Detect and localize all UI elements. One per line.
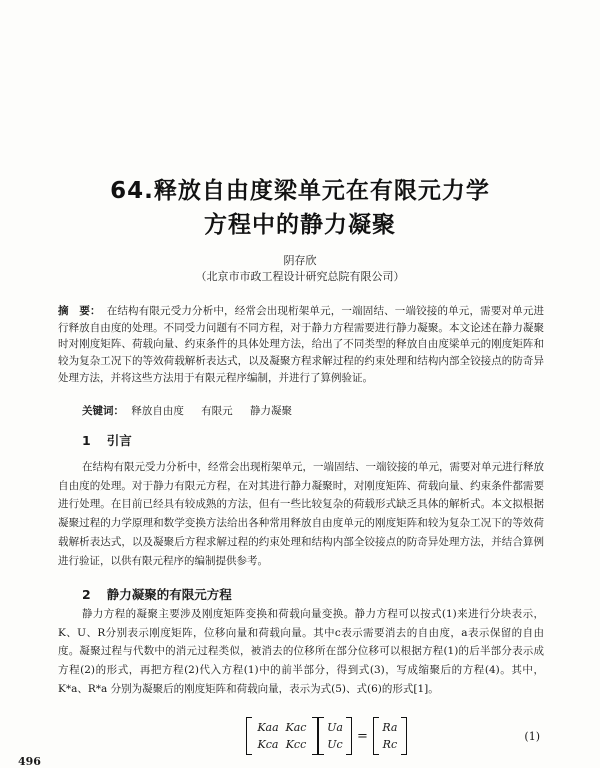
abstract-text: 在结构有限元受力分析中，经常会出现桁架单元，一端固结、一端铰接的单元，需要对单元进行释放自由度的处理。不同受力问题有不同方程，对于静力方程需要进行静力凝聚。本文论述在静力凝聚时对刚度矩阵、荷载向量、约束条件的具体处理方法，给出了不同类型的释放自由度梁单元的刚度矩阵和较为复杂工况下的等效荷载解析表达式，以及凝聚方程求解过程的约束处理和结构内部全铰接点的防奇异处理方法，并将这些方法用于有限元程序编制，并进行了算例验证。 xyxy=(58,305,545,384)
author: 阴存欣 xyxy=(283,254,317,267)
stiffness-matrix xyxy=(252,721,312,751)
keyword: 释放自由度 xyxy=(131,405,184,417)
section-2-paragraph: 静力方程的凝聚主要涉及刚度矩阵变换和荷载向量变换。静力方程可以按式(1)来进行分块表示，K、U、R分别表示刚度矩阵，位移向量和荷载向量。其中c表示需要消去的自由度，a表示保留的自由度。凝聚过程与代数中的消元过程类似，被消去的位移所在部分位移可以根据方程(1)的后半部分表示成方程(2)的形式，再把方程(2)代入方程(1)中的前半部分，得到式(3)，写成缩聚后的方程(4)。其中，K*a、R*a 分别为凝聚后的刚度矩阵和荷载向量，表示为式(5)、式(6)的形式[1]。 xyxy=(58,608,544,695)
title-line-1: 64.释放自由度梁单元在有限元力学 xyxy=(110,178,490,204)
vector-entry: Rc xyxy=(382,738,398,751)
abstract-label: 摘 要： xyxy=(58,305,101,317)
section-number: 2 xyxy=(82,587,91,602)
section-title: 静力凝聚的有限元方程 xyxy=(106,587,232,602)
abstract xyxy=(58,303,544,387)
displacement-vector xyxy=(324,721,346,751)
section-heading-1 xyxy=(82,431,132,449)
keyword: 静力凝聚 xyxy=(250,405,293,417)
matrix-entry: Kaa xyxy=(257,721,279,734)
section-heading-2 xyxy=(82,585,232,603)
keyword: 有限元 xyxy=(201,405,233,417)
keywords xyxy=(82,403,306,418)
affiliation: （北京市市政工程设计研究总院有限公司） xyxy=(195,270,405,283)
section-title: 引言 xyxy=(106,433,132,448)
right-bracket xyxy=(346,717,352,755)
section-1-paragraph: 在结构有限元受力分析中，经常会出现桁架单元，一端固结、一端铰接的单元，需要对单元进行释放自由度的处理。对于静力有限元方程，在对其进行静力凝聚时，对刚度矩阵、荷载向量、约束条件都需要进行处理。在目前已经具有较成熟的方法，但有一些比较复杂的荷载形式缺乏具体的解析式。本文拟根据凝聚过程的力学原理和数学变换方法给出各种常用释放自由度单元的刚度矩阵和较为复杂工况下的等效荷载解析表达式，以及凝聚后方程求解过程的约束处理和结构内部全铰接点的防奇异处理方法，并结合算例进行验证，以供有限元程序的编制提供参考。 xyxy=(58,461,544,567)
title-line-2: 方程中的静力凝聚 xyxy=(204,212,396,238)
right-bracket xyxy=(401,717,407,755)
equals-sign: = xyxy=(357,728,368,744)
keywords-label: 关键词： xyxy=(82,405,124,417)
vector-entry: Ua xyxy=(327,721,343,734)
page-number: 496 xyxy=(18,755,41,768)
matrix-entry: Kac xyxy=(285,721,307,734)
load-vector xyxy=(379,721,401,751)
equation-1 xyxy=(246,716,407,756)
section-number: 1 xyxy=(82,433,91,448)
vector-entry: Ra xyxy=(382,721,398,734)
matrix-entry: Kca xyxy=(257,738,279,751)
vector-entry: Uc xyxy=(327,738,343,751)
matrix-entry: Kcc xyxy=(285,738,307,751)
equation-number: (1) xyxy=(524,730,540,743)
